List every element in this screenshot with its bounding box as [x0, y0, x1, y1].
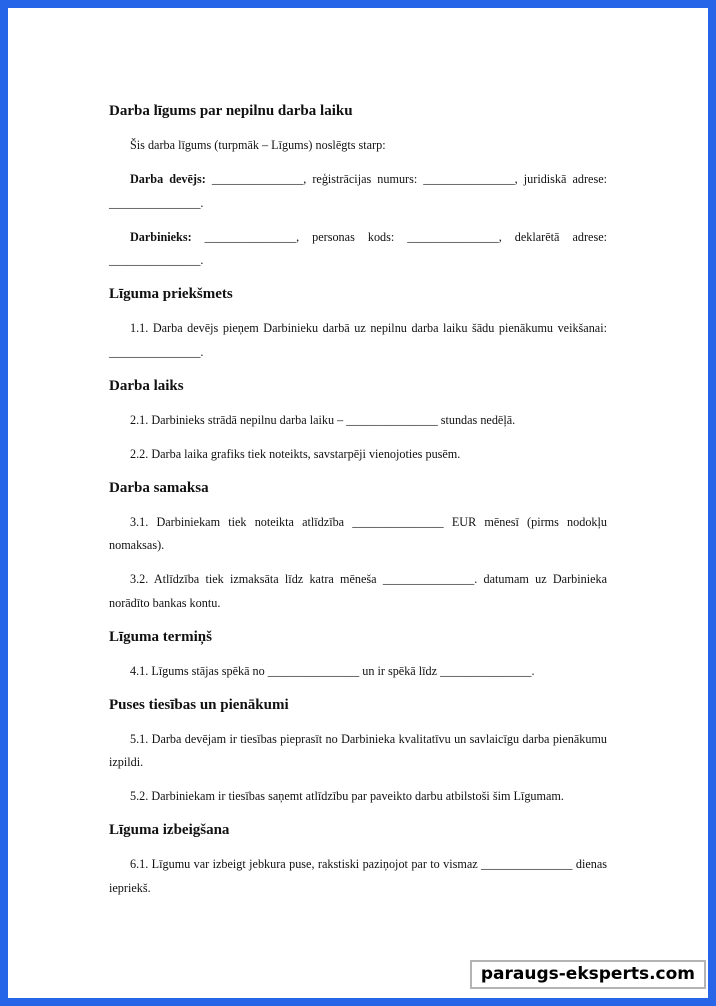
employee-label: Darbinieks: — [130, 229, 192, 244]
clause-3-2: 3.2. Atlīdzība tiek izmaksāta līdz katra mēneša _______________. datumam uz Darbinieka norādīto bankas kontu. — [109, 572, 607, 610]
clause-6-1: 6.1. Līgumu var izbeigt jebkura puse, rakstiski paziņojot par to vismaz _______________ dienas iepriekš. — [109, 857, 607, 895]
section-heading-termination: Līguma izbeigšana — [109, 822, 230, 838]
clause-5-1: 5.1. Darba devējam ir tiesības pieprasīt no Darbinieka kvalitatīvu un savlaicīgu darba pienākumu izpildi. — [109, 731, 607, 769]
section-heading-pay: Darba samaksa — [109, 479, 209, 496]
clause-4-1: 4.1. Līgums stājas spēkā no _______________ un ir spēkā līdz _______________. — [130, 663, 535, 678]
clause-5-2: 5.2. Darbiniekam ir tiesības saņemt atlīdzību par paveikto darbu atbilstoši šim Līgumam. — [130, 789, 564, 803]
employee-details: _______________, personas kods: _______________, deklarētā adrese: _______________. — [109, 229, 607, 267]
intro-paragraph: Šis darba līgums (turpmāk – Līgums) noslēgts starp: — [130, 138, 386, 152]
employer-paragraph — [109, 168, 607, 215]
section-heading-rights: Puses tiesības un pienākumi — [109, 696, 289, 713]
clause-2-2: 2.2. Darba laika grafiks tiek noteikts, savstarpēji vienojoties pusēm. — [130, 446, 461, 461]
document-title: Darba līgums par nepilnu darba laiku — [109, 103, 353, 119]
section-heading-work-time: Darba laiks — [109, 377, 184, 394]
clause-3-1: 3.1. Darbiniekam tiek noteikta atlīdzība _______________ EUR mēnesī (pirms nodokļu nomaksas). — [109, 514, 607, 552]
employee-paragraph — [109, 226, 607, 273]
section-heading-term: Līguma termiņš — [109, 628, 212, 645]
watermark-text: paraugs-eksperts.com — [480, 964, 695, 984]
watermark-badge[interactable] — [470, 960, 706, 989]
clause-1-1: 1.1. Darba devējs pieņem Darbinieku darbā uz nepilnu darba laiku šādu pienākumu veikšanai: _______________. — [109, 321, 607, 359]
clause-2-1: 2.1. Darbinieks strādā nepilnu darba laiku – _______________ stundas nedēļā. — [130, 412, 516, 427]
section-heading-subject: Līguma priekšmets — [109, 286, 233, 302]
employer-label: Darba devējs: — [130, 172, 206, 186]
contract-body — [109, 100, 607, 911]
employer-details: _______________, reģistrācijas numurs: _______________, juridiskā adrese: _______________. — [109, 172, 607, 210]
